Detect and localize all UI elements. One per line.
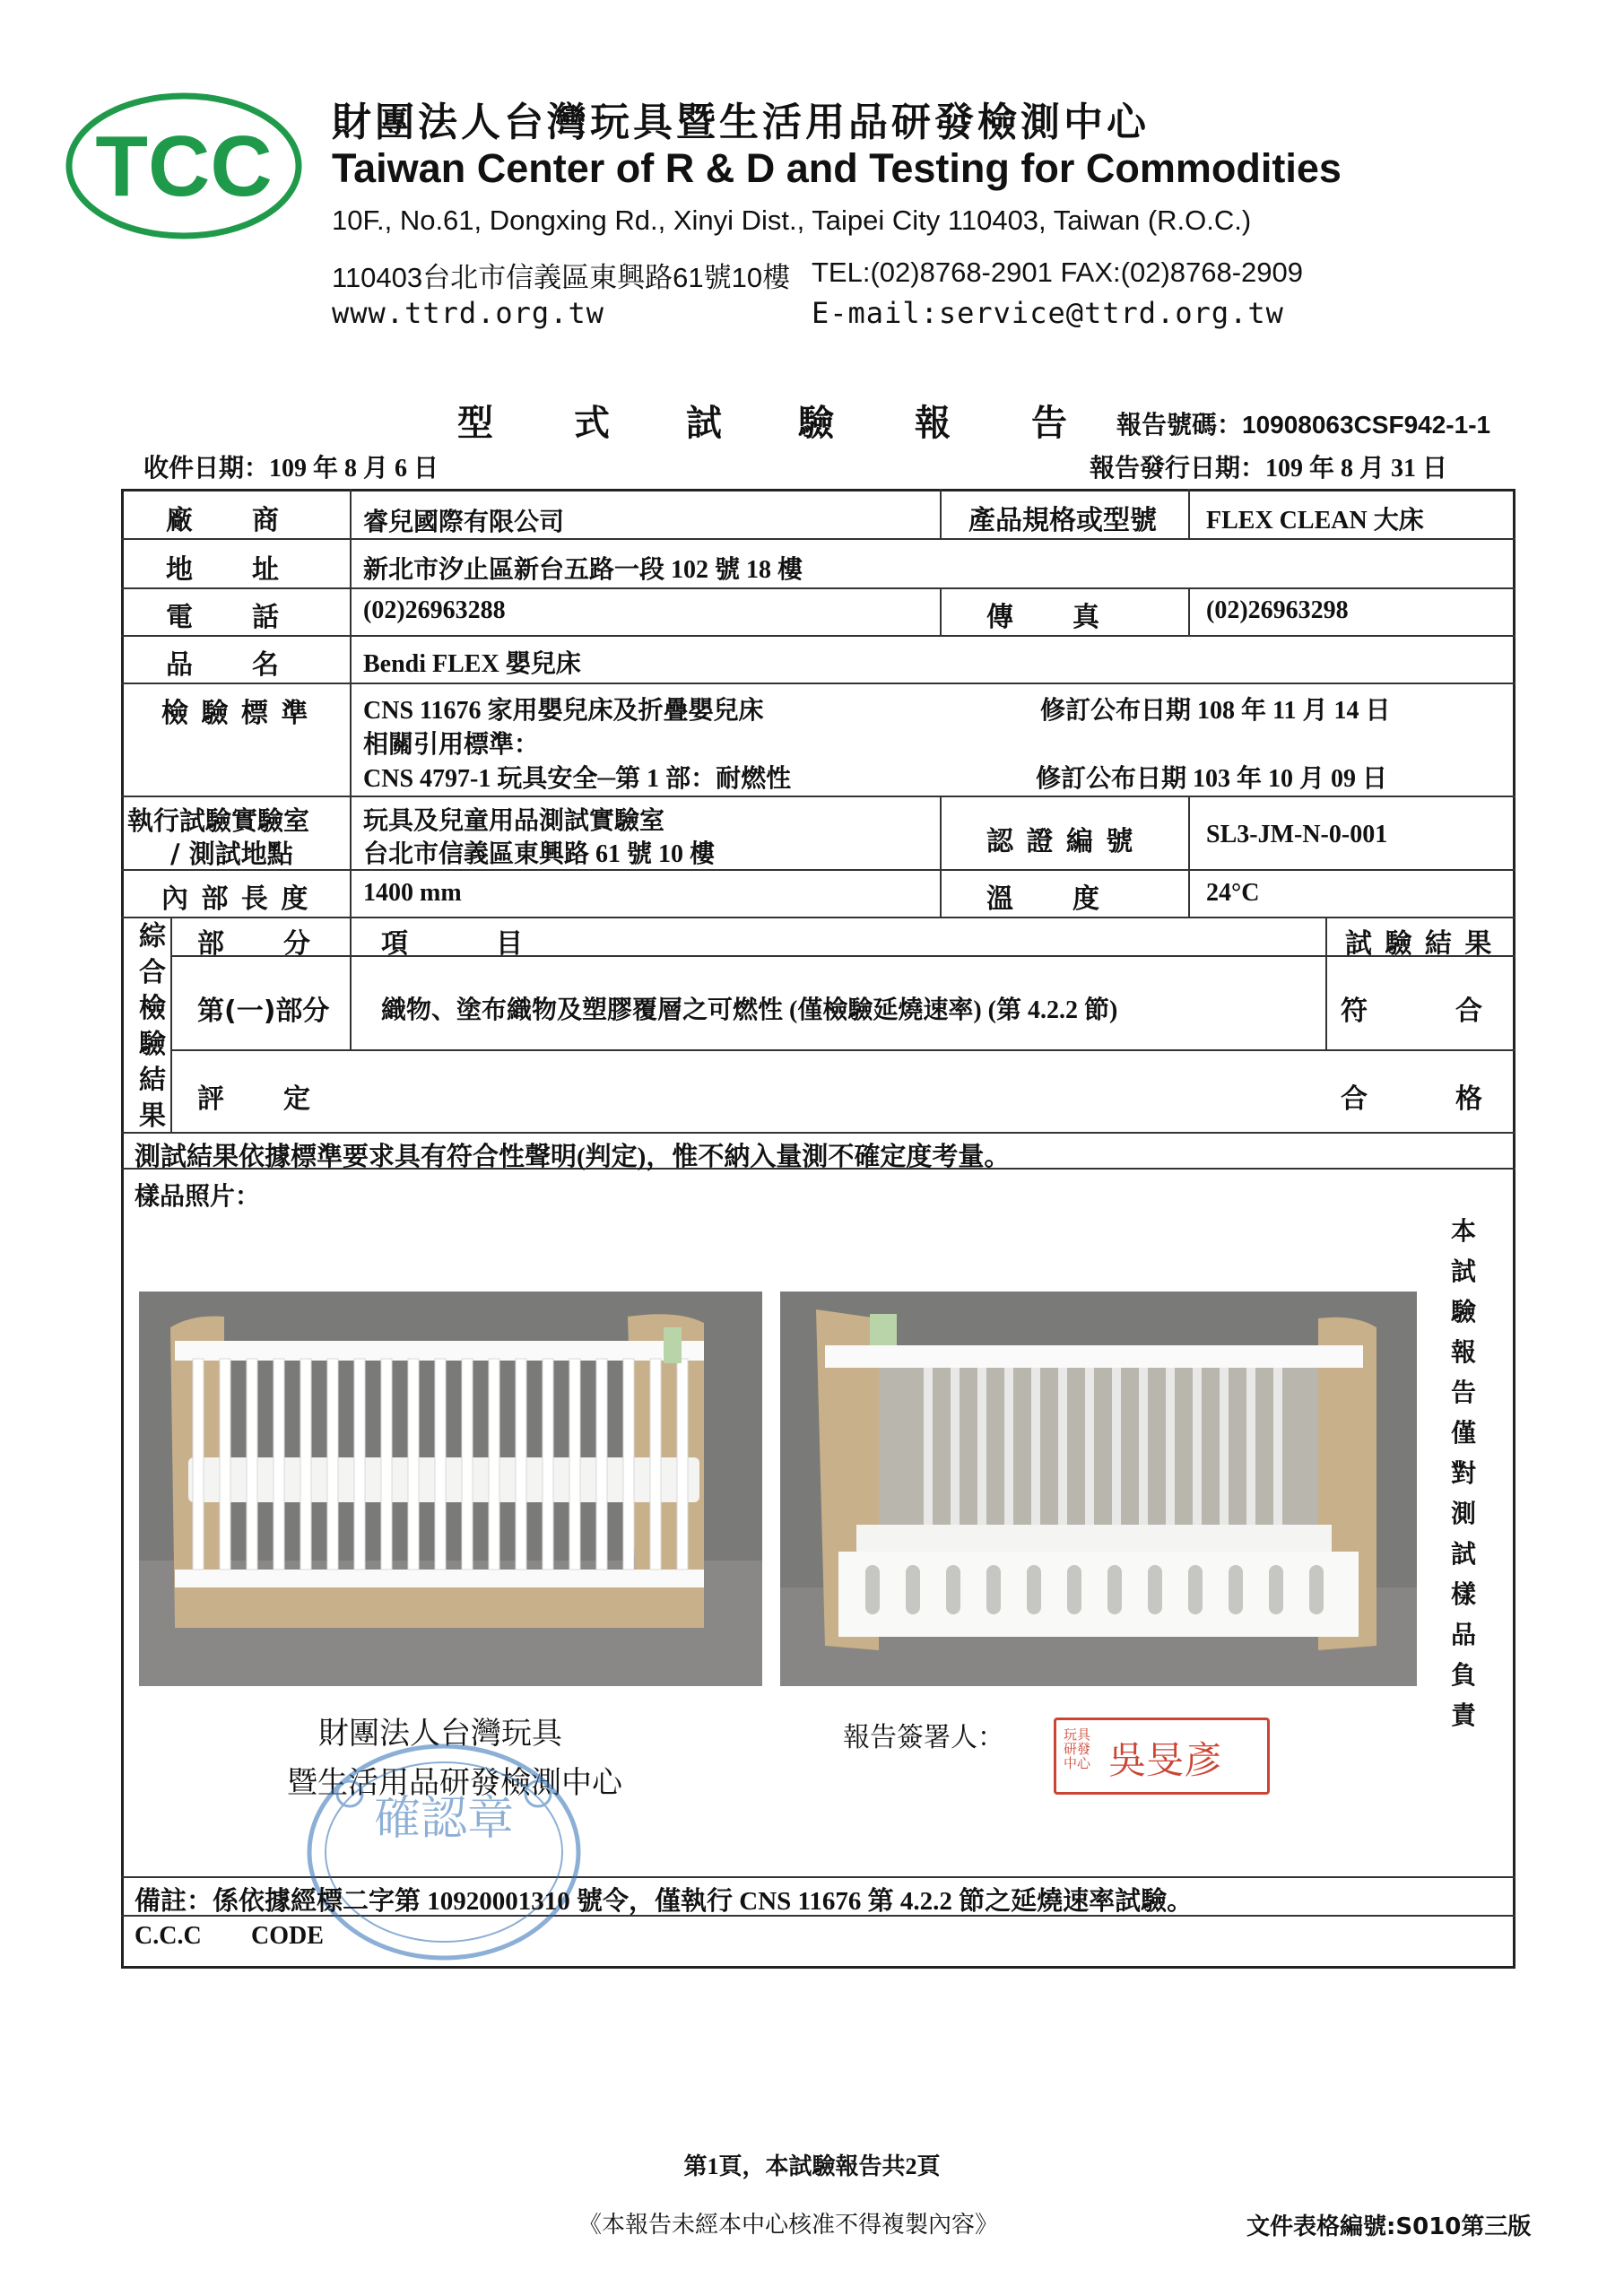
signer-label: 報告簽署人：: [843, 1722, 1004, 1753]
page-number: 第1頁，本試驗報告共2頁: [683, 2153, 941, 2179]
col-divider: [940, 587, 942, 635]
stamp-org-line-2: 暨生活用品研發檢測中心: [287, 1765, 622, 1801]
tel-fax: TEL:(02)8768-2901 FAX:(02)8768-2909: [812, 257, 1304, 288]
photo-label: 樣品照片：: [135, 1183, 261, 1211]
standard-1: CNS 11676 家用嬰兒床及折疊嬰兒床: [363, 697, 764, 725]
col-divider: [1188, 796, 1190, 917]
sample-photo-2: [780, 1292, 1417, 1686]
title-char: 驗: [798, 403, 834, 444]
copy-notice: 《本報告未經本中心核准不得複製內容》: [578, 2212, 999, 2238]
summary-label: 綜合檢驗結果: [139, 921, 166, 1132]
lab-label-1: 執行試驗實驗室: [127, 805, 310, 836]
product-value: Bendi FLEX 嬰兒床: [363, 650, 581, 678]
signer-name: 吳旻彥: [1108, 1738, 1222, 1782]
result-header: 試 驗 結 果: [1345, 928, 1494, 960]
col-divider: [1188, 489, 1190, 538]
row-divider: [170, 1049, 1515, 1051]
model-label: 產品規格或型號: [968, 505, 1157, 536]
col-divider: [1188, 587, 1190, 635]
col-divider: [350, 489, 352, 917]
row-divider: [121, 538, 1515, 540]
verdict-label: 評 定: [197, 1083, 312, 1115]
confirmation-seal: [300, 1709, 587, 1969]
title-char: 告: [1031, 403, 1067, 444]
standard-ref-label: 相關引用標準：: [363, 731, 540, 759]
cert-label: 認 證 編 號: [986, 826, 1135, 857]
sample-photo-1: [139, 1292, 762, 1686]
phone-value: (02)26963288: [363, 596, 506, 624]
stamp-text: 確認章: [373, 1792, 515, 1846]
address-value: 新北市汐止區新台五路一段 102 號 18 樓: [363, 556, 803, 584]
signer-seal: 玩具 研發 中心 吳旻彥: [1054, 1718, 1270, 1795]
col-divider: [940, 796, 942, 917]
col-divider: [1325, 917, 1327, 1049]
row-divider: [121, 683, 1515, 684]
cert-value: SL3-JM-N-0-001: [1206, 821, 1388, 848]
product-label: 品 名: [166, 649, 281, 681]
length-label: 內 部 長 度: [161, 883, 310, 915]
ccc-code: CODE: [251, 1922, 324, 1950]
title-char: 試: [686, 403, 722, 444]
conformity-statement: 測試結果依據標準要求具有符合性聲明(判定)，惟不納入量測不確定度考量。: [135, 1143, 1011, 1171]
stamp-org-line-1: 財團法人台灣玩具: [318, 1716, 562, 1752]
logo-text: TCC: [95, 118, 273, 214]
form-number: 文件表格編號:S010第三版: [1246, 2213, 1532, 2240]
standard-label: 檢 驗 標 準: [161, 698, 310, 729]
phone-label: 電 話: [166, 602, 281, 633]
row-divider: [121, 796, 1515, 797]
website-link[interactable]: www.ttrd.org.tw: [332, 296, 604, 330]
title-char: 型: [457, 403, 493, 444]
result-1: 符 合: [1341, 996, 1484, 1027]
org-name-en: Taiwan Center of R & D and Testing for Commodities: [332, 145, 1342, 191]
model-value: FLEX CLEAN 大床: [1206, 507, 1424, 535]
part-header: 部 分: [197, 928, 312, 960]
row-divider: [121, 917, 1515, 918]
fax-value: (02)26963298: [1206, 596, 1349, 624]
tcc-logo: [63, 90, 305, 242]
row-divider: [121, 869, 1515, 871]
col-divider: [940, 489, 942, 538]
side-note: 本試驗報告僅對測試樣品負責: [1450, 1216, 1476, 1730]
part-1: 第(一)部分: [197, 996, 330, 1027]
org-name-cn: 財團法人台灣玩具暨生活用品研發檢測中心: [332, 100, 1150, 145]
address-en: 10F., No.61, Dongxing Rd., Xinyi Dist., Taipei City 110403, Taiwan (R.O.C.): [332, 204, 1252, 236]
verdict-value: 合 格: [1341, 1083, 1484, 1115]
row-divider: [121, 1132, 1515, 1134]
remark: 備註：係依據經標二字第 10920001310 號令，僅執行 CNS 11676 第 4.2.2 節之延燒速率試驗。: [135, 1887, 1194, 1916]
ccc-label: C.C.C: [135, 1922, 202, 1950]
lab-name: 玩具及兒童用品測試實驗室: [363, 807, 665, 835]
temp-value: 24°C: [1206, 879, 1260, 907]
fax-label: 傳 真: [986, 602, 1101, 633]
title-char: 式: [574, 403, 610, 444]
item-1: 織物、塗布織物及塑膠覆層之可燃性 (僅檢驗延燒速率) (第 4.2.2 節): [381, 996, 1118, 1024]
issue-date: 報告發行日期：109 年 8 月 31 日: [1090, 455, 1448, 483]
manufacturer-label: 廠 商: [166, 505, 281, 536]
row-divider: [170, 955, 1515, 957]
item-header: 項 目: [381, 928, 525, 960]
received-date: 收件日期：109 年 8 月 6 日: [143, 455, 439, 483]
address-label: 地 址: [166, 554, 281, 586]
standard-1-date: 修訂公布日期 108 年 11 月 14 日: [1040, 697, 1391, 725]
length-value: 1400 mm: [363, 879, 462, 907]
manufacturer-value: 睿兒國際有限公司: [363, 509, 565, 536]
col-divider: [350, 917, 352, 1049]
report-number: 報告號碼：10908063CSF942-1-1: [1116, 411, 1491, 439]
title-char: 報: [915, 403, 951, 444]
standard-2: CNS 4797-1 玩具安全─第 1 部：耐燃性: [363, 765, 792, 793]
lab-label-2: / 測試地點: [170, 839, 293, 869]
address-cn: 110403台北市信義區東興路61號10樓: [332, 262, 791, 293]
row-divider: [121, 587, 1515, 589]
row-divider: [121, 635, 1515, 637]
col-divider: [170, 917, 172, 1132]
standard-2-date: 修訂公布日期 103 年 10 月 09 日: [1036, 765, 1388, 793]
email-link[interactable]: E-mail:service@ttrd.org.tw: [812, 296, 1284, 330]
temp-label: 溫 度: [986, 883, 1101, 915]
lab-address: 台北市信義區東興路 61 號 10 樓: [363, 840, 716, 868]
